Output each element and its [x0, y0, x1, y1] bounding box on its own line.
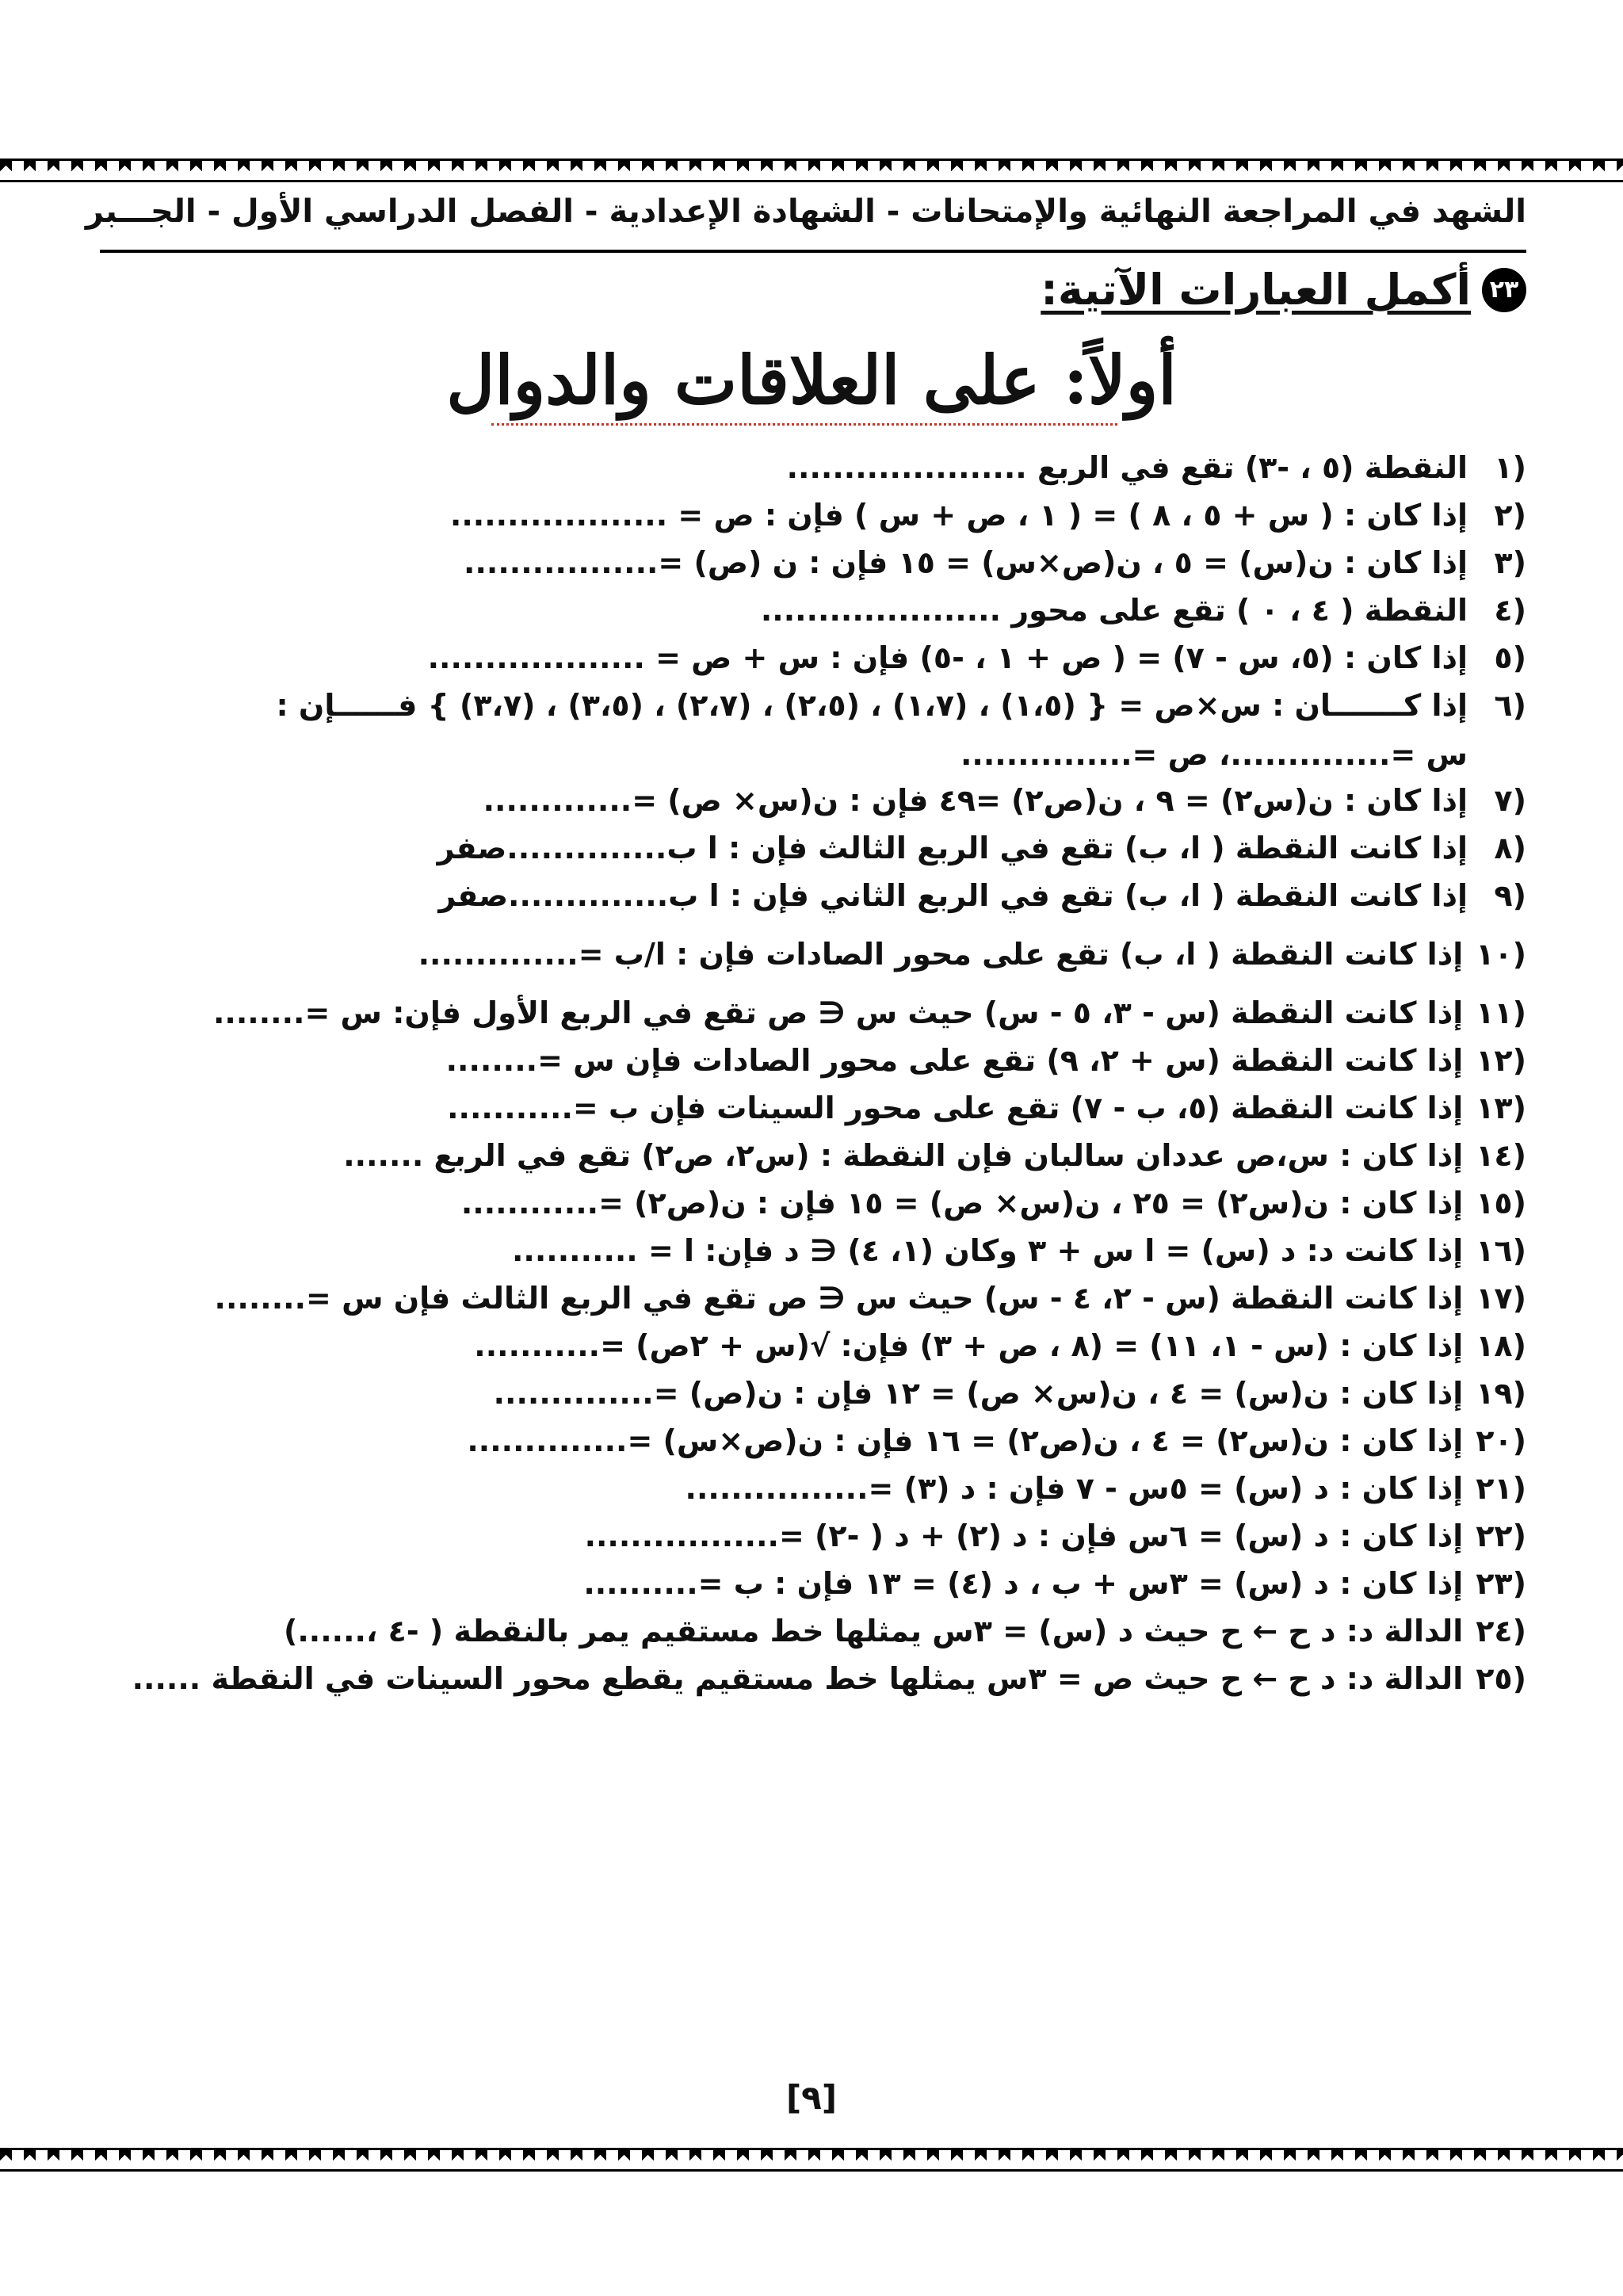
exercise-statement: إذا كان : ن(س٢) = ٢٥ ، ن(س× ص) = ١٥ فإن : ن(ص٢) =............	[460, 1186, 1464, 1221]
exercise-item	[71, 1655, 1526, 1702]
spellcheck-underline	[491, 420, 1117, 426]
exercise-number: (٤	[1494, 593, 1526, 628]
exercise-number: (٥	[1494, 640, 1526, 675]
exercise-item	[71, 872, 1526, 919]
exercise-text	[71, 1084, 1463, 1132]
exercise-statement: إذا كانت النقطة ( ا، ب) تقع في الربع الثاني فإن : ا ب..............صفر	[438, 878, 1468, 913]
exercise-number: (١٩	[1476, 1376, 1526, 1411]
exercise-number: (٢	[1494, 498, 1526, 533]
exercise-statement: إذا كانت النقطة (٥، ب - ٧) تقع على محور السينات فإن ب =...........	[447, 1091, 1464, 1125]
exercise-text	[71, 1322, 1463, 1370]
exercise-statement: إذا كان : (س - ١، ١١) = (٨ ، ص + ٣) فإن: √(س + ٢ص) =...........	[474, 1328, 1464, 1363]
exercise-item	[71, 919, 1526, 989]
exercise-text	[71, 989, 1463, 1037]
exercise-statement: إذا كانت النقطة ( ا، ب) تقع على محور الصادات فإن : ا/ب =..............	[418, 937, 1464, 972]
exercise-text	[71, 491, 1468, 539]
exercise-statement: النقطة (٥ ، -٣) تقع في الربع .....................	[786, 450, 1468, 485]
exercise-continuation: س =..............، ص =...............	[960, 737, 1468, 772]
exercise-text	[71, 1179, 1463, 1227]
section-number-badge: ٢٣	[1482, 268, 1526, 312]
exercise-item	[71, 1560, 1526, 1607]
exercise-number: (١٦	[1476, 1233, 1526, 1268]
exercise-statement: إذا كانت النقطة (س + ٢، ٩) تقع على محور الصادات فإن س =........	[445, 1043, 1464, 1078]
exercise-item	[71, 1179, 1526, 1227]
page-number: [٩]	[785, 2078, 838, 2117]
exercise-statement: إذا كان : د (س) = ٥س - ٧ فإن : د (٣) =................	[685, 1471, 1464, 1506]
exercise-text	[71, 1227, 1463, 1274]
exercise-text	[71, 1037, 1463, 1084]
exercise-item	[71, 444, 1526, 491]
exercise-item	[71, 1132, 1526, 1179]
section-heading	[1041, 265, 1526, 315]
exercise-statement: إذا كان : ن(س٢) = ٩ ، ن(ص٢) =٤٩ فإن : ن(س× ص) =.............	[483, 783, 1468, 818]
exercise-statement: إذا كانت د: د (س) = ا س + ٣ وكان (١، ٤) ∈ د فإن: ا = ...........	[511, 1233, 1464, 1268]
exercise-number: (١٠	[1476, 937, 1526, 972]
exercise-statement: إذا كان : د (س) = ٣س + ب ، د (٤) = ١٣ فإن : ب =..........	[583, 1566, 1464, 1601]
exercise-text	[71, 1132, 1463, 1179]
exercise-number: (٦	[1494, 688, 1526, 723]
exercise-list	[71, 444, 1526, 1702]
exercise-statement: إذا كان : ن(س٢) = ٤ ، ن(ص٢) = ١٦ فإن : ن(ص×س) =..............	[467, 1423, 1464, 1458]
exercise-item	[71, 1512, 1526, 1560]
exercise-number: (١٢	[1476, 1043, 1526, 1078]
exercise-text	[71, 919, 1463, 989]
exercise-text	[71, 586, 1468, 634]
exercise-text	[71, 872, 1468, 919]
exercise-item	[71, 1037, 1526, 1084]
exercise-statement: إذا كان : ( س + ٥ ، ٨ ) = ( ١ ، ص + س ) فإن : ص = ...................	[449, 498, 1468, 533]
exercise-statement: إذا كانت النقطة ( ا، ب) تقع في الربع الثالث فإن : ا ب..............صفر	[437, 831, 1468, 865]
section-title: أكمل العبارات الآتية:	[1041, 265, 1471, 315]
exercise-number: (٢٥	[1476, 1661, 1526, 1696]
exercise-item	[71, 586, 1526, 634]
exercise-number: (١	[1494, 450, 1526, 485]
exercise-number: (٧	[1494, 783, 1526, 818]
exercise-item	[71, 824, 1526, 872]
exercise-number: (٢٣	[1476, 1566, 1526, 1601]
exercise-statement: الدالة د: د ح ← ح حيث ص = ٣س يمثلها خط مستقيم يقطع محور السينات في النقطة ......	[132, 1661, 1464, 1696]
exercise-number: (١٥	[1476, 1186, 1526, 1221]
exercise-item	[71, 1370, 1526, 1417]
exercise-statement: النقطة ( ٤ ، ٠ ) تقع على محور .....................	[760, 593, 1468, 628]
exercise-statement: إذا كـــــــان : س×ص = { (١،٥) ، (١،٧) ، (٢،٥) ، (٢،٧) ، (٣،٥) ، (٣،٧) } فــــــإن :	[276, 688, 1468, 723]
exercise-statement: إذا كان : ن(س) = ٥ ، ن(ص×س) = ١٥ فإن : ن (ص) =.................	[464, 545, 1468, 580]
exercise-number: (١٧	[1476, 1281, 1526, 1316]
exercise-item	[71, 491, 1526, 539]
exercise-item	[71, 682, 1526, 777]
exercise-text	[71, 539, 1468, 586]
decorative-border-bottom	[0, 2148, 1623, 2172]
exercise-number: (١١	[1476, 995, 1526, 1030]
main-title: أولاً: على العلاقات والدوال	[446, 341, 1177, 419]
exercise-statement: إذا كان : س،ص عددان سالبان فإن النقطة : (س٢، ص٢) تقع في الربع .......	[343, 1138, 1464, 1173]
exercise-statement: إذا كان : ن(س) = ٤ ، ن(س× ص) = ١٢ فإن : ن(ص) =..............	[493, 1376, 1464, 1411]
exercise-item	[71, 1084, 1526, 1132]
exercise-number: (٢٢	[1476, 1519, 1526, 1553]
header-divider	[100, 250, 1526, 253]
exercise-number: (٢٤	[1476, 1614, 1526, 1648]
exercise-number: (١٨	[1476, 1328, 1526, 1363]
exercise-number: (٣	[1494, 545, 1526, 580]
exercise-text	[71, 1370, 1463, 1417]
exercise-text	[71, 1417, 1463, 1465]
exercise-item	[71, 1417, 1526, 1465]
exercise-text	[71, 1274, 1463, 1322]
exercise-text	[71, 634, 1468, 682]
exercise-item	[71, 1322, 1526, 1370]
exercise-statement: إذا كان : د (س) = ٦س فإن : د (٢) + د ( -٢) =.................	[584, 1519, 1464, 1553]
exercise-item	[71, 1465, 1526, 1512]
exercise-statement: إذا كانت النقطة (س - ٣، ٥ - س) حيث س ∈ ص تقع في الربع الأول فإن: س =........	[212, 995, 1464, 1030]
exercise-item	[71, 634, 1526, 682]
exercise-item	[71, 989, 1526, 1037]
exercise-number: (١٤	[1476, 1138, 1526, 1173]
exercise-statement: الدالة د: د ح ← ح حيث د (س) = ٣س يمثلها خط مستقيم يمر بالنقطة ( -٤ ،......)	[283, 1614, 1464, 1648]
exercise-text	[71, 1560, 1463, 1607]
decorative-border-top	[0, 159, 1623, 182]
exercise-statement: إذا كان : (٥، س - ٧) = ( ص + ١ ، -٥) فإن : س + ص = ...................	[427, 640, 1468, 675]
exercise-number: (٢١	[1476, 1471, 1526, 1506]
exercise-item	[71, 1607, 1526, 1655]
exercise-number: (٨	[1494, 831, 1526, 865]
exercise-text	[71, 682, 1468, 777]
exercise-text	[71, 1465, 1463, 1512]
exercise-text	[71, 1607, 1463, 1655]
exercise-item	[71, 1227, 1526, 1274]
exercise-number: (٢٠	[1476, 1423, 1526, 1458]
exercise-text	[71, 1655, 1463, 1702]
exercise-text	[71, 824, 1468, 872]
exercise-item	[71, 777, 1526, 824]
exercise-text	[71, 777, 1468, 824]
exercise-statement: إذا كانت النقطة (س - ٢، ٤ - س) حيث س ∈ ص تقع في الربع الثالث فإن س =........	[214, 1281, 1464, 1316]
exercise-item	[71, 539, 1526, 586]
page-header: الشهد في المراجعة النهائية والإمتحانات - الشهادة الإعدادية - الفصل الدراسي الأول - الجـــبر	[85, 193, 1526, 230]
exercise-text	[71, 444, 1468, 491]
exercise-number: (٩	[1494, 878, 1526, 913]
exercise-item	[71, 1274, 1526, 1322]
exercise-number: (١٣	[1476, 1091, 1526, 1125]
exercise-text	[71, 1512, 1463, 1560]
